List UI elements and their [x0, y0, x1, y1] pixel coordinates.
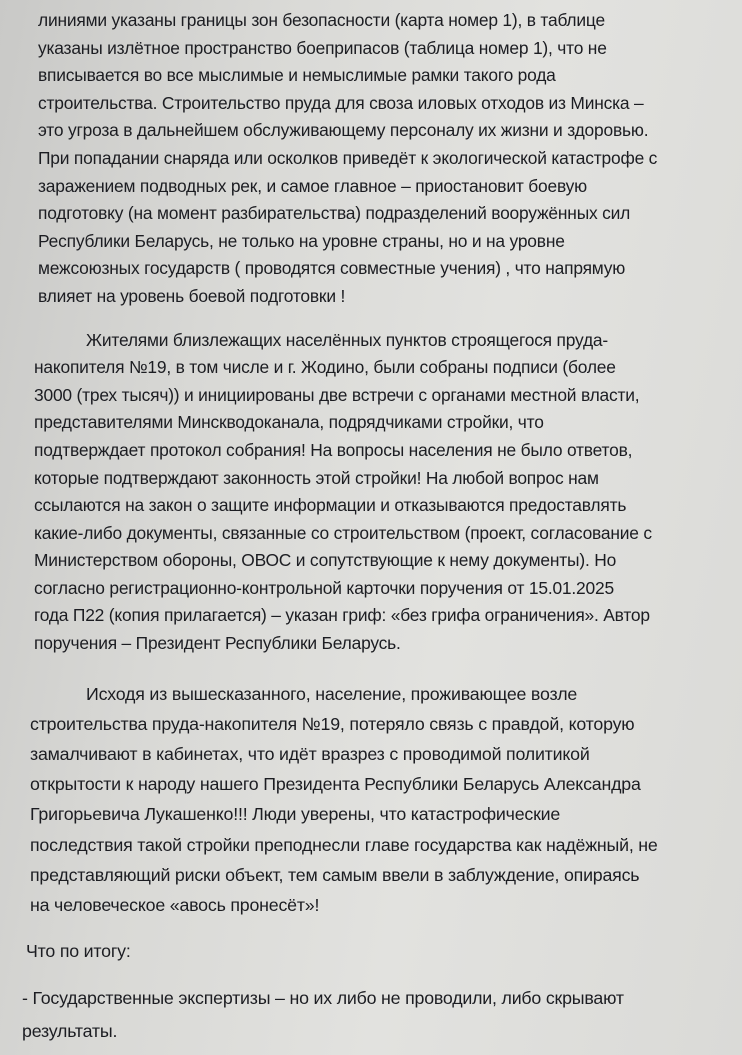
text-line: Жителями близлежащих населённых пунктов строящегося пруда-: [86, 329, 608, 350]
text-line: влияет на уровень боевой подготовки !: [38, 285, 346, 306]
text-line: подтверждает протокол собрания! На вопросы населения не было ответов,: [34, 439, 633, 460]
text-line: Что по итогу:: [26, 941, 131, 962]
text-line: Исходя из вышесказанного, население, проживающее возле: [86, 683, 578, 704]
summary-heading: [22, 938, 732, 966]
text-line: ссылаются на закон о защите информации и отказываются предоставлять: [34, 495, 627, 516]
paragraph-safety-zones: [22, 0, 732, 311]
text-line: открытости к народу нашего Президента Республики Беларусь Александра: [30, 774, 641, 795]
text-line: представителями Минскводоканала, подрядчиками стройки, что: [34, 412, 544, 433]
text-line: линиями указаны границы зон безопасности (карта номер 1), в таблице: [38, 10, 605, 30]
text-line: 3000 (трех тысяч)) и инициированы две встречи с органами местной власти,: [34, 384, 640, 405]
text-line: поручения – Президент Республики Беларусь.: [34, 633, 401, 654]
text-line: строительства пруда-накопителя №19, потеряло связь с правдой, которую: [30, 713, 635, 734]
text-line: указаны излётное пространство боеприпасов (таблица номер 1), что не: [38, 37, 607, 58]
paragraph-residents-petition: [22, 327, 732, 658]
text-line: вписывается во все мыслимые и немыслимые рамки такого рода: [38, 65, 556, 86]
text-line: которые подтверждают законность этой стройки! На любой вопрос нам: [34, 467, 599, 488]
text-line: Министерством обороны, ОВОС и сопутствующие к нему документы). Но: [34, 550, 617, 571]
text-line: года П22 (копия прилагается) – указан гриф: «без грифа ограничения». Автор: [34, 605, 650, 626]
text-line: При попадании снаряда или осколков приведёт к экологической катастрофе с: [38, 147, 658, 168]
text-line: согласно регистрационно-контрольной карточки поручения от 15.01.2025: [34, 577, 614, 598]
text-line: это угроза в дальнейшем обслуживающему персоналу их жизни и здоровью.: [38, 120, 649, 141]
text-line: результаты.: [22, 1020, 118, 1041]
text-line: накопителя №19, в том числе и г. Жодино, были собраны подписи (более: [34, 357, 616, 378]
text-line: Григорьевича Лукашенко!!! Люди уверены, что катастрофические: [30, 804, 561, 825]
text-line: замалчивают в кабинетах, что идёт вразрез с проводимой политикой: [30, 744, 590, 765]
text-line: - Государственные экспертизы – но их либо не проводили, либо скрывают: [22, 987, 624, 1008]
text-line: межсоюзных государств ( проводятся совместные учения) , что напрямую: [38, 258, 626, 279]
paragraph-conclusion: [22, 679, 732, 921]
text-line: какие-либо документы, связанные со строительством (проект, согласование с: [34, 522, 652, 543]
text-line: последствия такой стройки преподнесли главе государства как надёжный, не: [30, 834, 658, 855]
text-line: заражением подводных рек, и самое главное – приостановит боевую: [38, 175, 587, 196]
text-line: представляющий риски объект, тем самым ввели в заблуждение, опираясь: [30, 864, 640, 885]
text-line: строительства. Строительство пруда для своза иловых отходов из Минска –: [38, 92, 644, 113]
summary-list-item: [22, 982, 732, 1048]
text-line: подготовку (на момент разбирательства) подразделений вооружённых сил: [38, 203, 631, 224]
text-line: Республики Беларусь, не только на уровне страны, но и на уровне: [38, 230, 565, 251]
text-line: на человеческое «авось пронесёт»!: [30, 895, 320, 916]
